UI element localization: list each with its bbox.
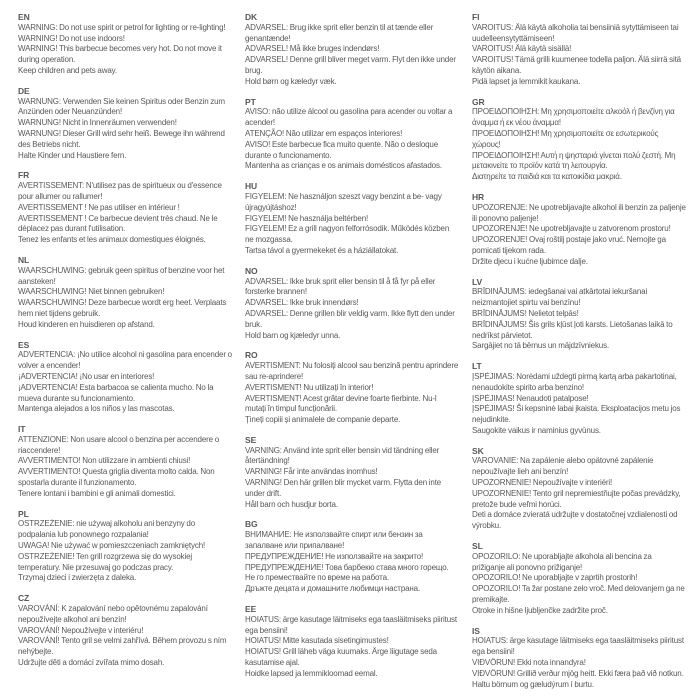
warning-line: Trzymaj dzieci i zwierzęta z daleka. <box>18 573 137 583</box>
warning-line: Deti a domáce zvieratá udržujte v dostatočnej vzdialenosti od výrobku. <box>472 510 678 531</box>
warning-line: FIGYELEM! Ne használja beltérben! <box>245 213 369 223</box>
warning-line: ĮSPĖJIMAS! Ši kepsninė labai įkaista. Eksploatacijos metu jos nejudinkite. <box>472 404 681 425</box>
warning-line: HOIATUS! Grill läheb väga kuumaks. Ärge liigutage seda kasutamise ajal. <box>245 647 437 668</box>
language-code-label: DE <box>18 85 30 96</box>
language-section-hu <box>245 181 459 257</box>
language-section-cz <box>18 593 232 669</box>
warning-line: AVISO: não utilize álcool ou gasolina para acender ou voltar a acender! <box>245 107 453 128</box>
warning-line: ADVARSEL! Denne grill bliver meget varm. Flyt den ikke under brug. <box>245 55 456 75</box>
warning-line: Haltu börnum og gæludýrum í burtu. <box>472 679 594 689</box>
warning-line: ADVARSEL! Må ikke bruges indendørs! <box>245 44 380 54</box>
warning-line: Udržujte děti a domácí zvířata mimo dosah. <box>18 658 165 668</box>
warning-line: AVERTISMENT: Nu folosiți alcool sau benzină pentru aprindere sau re-aprindere! <box>245 361 459 381</box>
language-code-label: FI <box>472 12 480 22</box>
warning-line: ПРЕДУПРЕЖДЕНИЕ! Това барбекю става много горещо. Не го премествайте по време на работа. <box>245 562 449 583</box>
warning-line: UPOZORENJE! Ovaj roštilj postaje jako vruć. Nemojte ga pomicati tijekom rada. <box>472 235 666 255</box>
language-section-es <box>18 340 232 416</box>
language-code-label: HU <box>245 181 258 192</box>
warning-line: OSTRZEŻENIE: nie używaj alkoholu ani benzyny do podpalania lub ponownego rozpalania! <box>18 519 196 540</box>
language-section-sk <box>472 446 686 532</box>
warning-line: ΠΡΟΕΙΔΟΠΟΙΗΣΗ! Μη χρησιμοποιείτε σε εσωτερικούς χώρους! <box>472 128 659 149</box>
warning-line: ΠΡΟΕΙΔΟΠΟΙΗΣΗ: Μη χρησιμοποιείτε αλκοόλ ή βενζίνη για άναμμα ή εκ νέου άναμμα! <box>472 107 675 128</box>
language-code-label: SK <box>472 445 484 456</box>
language-code-label: PL <box>18 508 29 519</box>
warning-line: Hoidke lapsed ja lemmikloomad eemal. <box>245 668 378 678</box>
language-section-no <box>245 266 459 342</box>
warning-line: Pidä lapset ja lemmikit kaukana. <box>472 76 581 86</box>
warning-line: UWAGA! Nie używać w pomieszczeniach zamkniętych! <box>18 541 206 551</box>
warning-line: ВНИМАНИЕ: Не използвайте спирт или бензин за запалване или припалване! <box>245 530 423 551</box>
warning-line: WAARSCHUWING! Niet binnen gebruiken! <box>18 287 165 297</box>
warning-line: HOIATUS! Mitte kasutada sisetingimustes! <box>245 636 389 646</box>
warning-line: BRĪDINĀJUMS: iedegšanai vai atkārtotai iekuršanai neizmantojiet spirtu vai benzīnu! <box>472 287 648 308</box>
warning-line: ĮSPĖJIMAS! Nenaudoti patalpose! <box>472 393 589 403</box>
language-code-label: CZ <box>18 593 30 604</box>
warning-line: Hold børn og kæledyr væk. <box>245 76 337 86</box>
warning-line: Дръжте децата и домашните любимци настрана. <box>245 584 421 594</box>
language-code-label: BG <box>245 519 258 530</box>
warning-line: Διατηρείτε τα παιδιά και τα κατοικίδια μακριά. <box>472 172 622 182</box>
warning-line: FIGYELEM! Ez a grill nagyon felforrósodik. Működés közben ne mozgassa. <box>245 224 450 245</box>
warning-line: Hold barn og kjæledyr unna. <box>245 330 341 340</box>
language-code-label: EE <box>245 604 257 615</box>
warning-line: OPOZORILO: Ne uporabljajte alkohola ali bencina za prižiganje ali ponovno prižiganje! <box>472 551 652 572</box>
warning-line: ¡ADVERTENCIA! ¡No usar en interiores! <box>18 371 155 381</box>
language-code-label: NL <box>18 254 30 265</box>
language-section-gr <box>472 97 686 183</box>
warning-line: AVERTISSEMENT ! Ce barbecue devient très chaud. Ne le déplacez pas durant l'utilisation. <box>18 213 218 234</box>
warning-line: ADVERTENCIA: ¡No utilice alcohol ni gasolina para encender o volver a encender! <box>18 350 232 371</box>
language-code-label: HR <box>472 191 485 202</box>
warning-line: WARNUNG! Dieser Grill wird sehr heiß. Bewege ihn während des Betriebs nicht. <box>18 128 225 149</box>
language-section-ee <box>245 604 459 680</box>
warning-line: Tartsa távol a gyermekeket és a háziállatokat. <box>245 245 399 255</box>
warning-line: WARNUNG! Nicht in Innenräumen verwenden! <box>18 118 177 128</box>
language-code-label: DK <box>245 12 258 22</box>
warning-line: ADVARSEL: Denne grillen blir veldig varm. Ikke flytt den under bruk. <box>245 308 455 329</box>
language-section-is <box>472 626 686 691</box>
language-section-dk <box>245 12 459 88</box>
warning-line: HOIATUS: ärge kasutage läitmiseks ega taasläitmiseks piiritust ega bensiini! <box>245 614 457 635</box>
language-code-label: NO <box>245 265 258 276</box>
warning-line: Halte Kinder und Haustiere fern. <box>18 150 127 160</box>
language-code-label: LT <box>472 361 482 372</box>
warning-line: ΠΡΟΕΙΔΟΠΟΙΗΣΗ! Αυτή η ψησταριά γίνεται πολύ ζεστή. Μη μετακινείτε το προϊόν κατά τη λειτουργία. <box>472 150 676 171</box>
warning-line: VAROVÁNÍ! Tento gril se velmi zahřívá. Během provozu s ním nehýbejte. <box>18 636 227 657</box>
warning-line: VARNING! Den här grillen blir mycket varm. Flytta den inte under drift. <box>245 478 442 498</box>
language-section-pt <box>245 97 459 173</box>
language-code-label: EN <box>18 12 30 22</box>
language-section-fr <box>18 170 232 246</box>
language-section-en <box>18 12 232 77</box>
warning-line: VAROVÁNÍ: K zapalování nebo opětovnému zapalování nepoužívejte alkohol ani benzín! <box>18 604 208 624</box>
warning-line: WARNUNG: Verwenden Sie keinen Spiritus oder Benzin zum Anzünden oder Neuanzünden! <box>18 96 225 117</box>
warning-line: ADVARSEL: Ikke bruk sprit eller bensin til å få fyr på eller forsterke brannen! <box>245 276 436 297</box>
language-section-se <box>245 435 459 511</box>
language-code-label: LV <box>472 276 483 287</box>
warning-line: VAROITUS: Älä käytä alkoholia tai bensiiniä sytyttämiseen tai uudelleensytyttämiseen! <box>472 22 679 43</box>
warning-line: VAROITUS! Älä käytä sisällä! <box>472 44 572 54</box>
warning-line: UPOZORENJE: Ne upotrebljavajte alkohol ili benzin za paljenje ili ponovno paljenje! <box>472 202 686 223</box>
warning-line: Držite djecu i kućne ljubimce dalje. <box>472 256 588 266</box>
warning-line: Tenere lontani i bambini e gli animali domestici. <box>18 488 176 498</box>
warning-line: BRĪDINĀJUMS! Nelietot telpās! <box>472 308 579 318</box>
warning-line: WAARSCHUWING! Deze barbecue wordt erg heet. Verplaats hem niet tijdens gebruik. <box>18 298 227 318</box>
warning-line: AVERTISSEMENT ! Ne pas utiliser en intérieur ! <box>18 202 180 212</box>
warning-line: Håll barn och husdjur borta. <box>245 499 338 509</box>
warning-line: Mantenga alejados a los niños y las mascotas. <box>18 404 175 414</box>
language-code-label: IS <box>472 625 480 636</box>
warning-line: Mantenha as crianças e os animais domésticos afastados. <box>245 161 442 171</box>
language-code-label: PT <box>245 96 256 107</box>
warning-line: WAARSCHUWING: gebruik geen spiritus of benzine voor het aansteken! <box>18 265 225 286</box>
warning-line: Houd kinderen en huisdieren op afstand. <box>18 319 155 329</box>
language-section-lv <box>472 277 686 353</box>
language-section-ro <box>245 350 459 426</box>
language-section-bg <box>245 519 459 595</box>
warning-line: Tenez les enfants et les animaux domestiques éloignés. <box>18 235 206 245</box>
language-section-de <box>18 86 232 162</box>
language-code-label: IT <box>18 424 26 435</box>
language-code-label: FR <box>18 170 30 181</box>
warning-line: AVERTISSEMENT: N'utilisez pas de spiritueux ou d'essence pour allumer ou rallumer! <box>18 181 222 201</box>
warning-line: OPOZORILO! Ta žar postane zelo vroč. Med delovanjem ga ne premikajte. <box>472 584 685 605</box>
warning-line: WARNING! Do not use indoors! <box>18 33 125 43</box>
language-code-label: GR <box>472 96 485 107</box>
warning-line: Otroke in hišne ljubljenčke zadržite proč. <box>472 605 608 615</box>
warning-line: AVVERTIMENTO! Questa griglia diventa molto calda. Non spostarla durante il funzionamento. <box>18 467 215 488</box>
language-code-label: SL <box>472 541 483 552</box>
warnings-column-3 <box>472 12 686 699</box>
language-code-label: RO <box>245 350 258 361</box>
language-code-label: ES <box>18 339 30 350</box>
warning-line: ¡ADVERTENCIA! Esta barbacoa se calienta mucho. No la mueva durante su funcionamiento. <box>18 382 214 403</box>
warning-line: VAROVANIE: Na zapálenie alebo opätovné zapálenie nepoužívajte lieh ani benzín! <box>472 456 654 477</box>
language-section-it <box>18 424 232 500</box>
warning-line: VAROVÁNÍ! Nepoužívejte v interiéru! <box>18 625 144 635</box>
warning-line: ĮSPĖJIMAS: Norėdami uždegti pirmą kartą arba pakartotinai, nenaudokite spirito arba benzino! <box>472 371 677 392</box>
warning-line: ADVARSEL: Brug ikke sprit eller benzin til at tænde eller genantænde! <box>245 22 434 43</box>
warning-line: Saugokite vaikus ir naminius gyvūnus. <box>472 425 601 435</box>
warnings-column-2 <box>245 12 459 689</box>
warning-line: VARNING! Får inte användas inomhus! <box>245 467 378 477</box>
warning-line: UPOZORNENIE! Nepoužívajte v interiéri! <box>472 478 613 488</box>
language-section-nl <box>18 255 232 331</box>
warning-line: AVERTISMENT! Acest grătar devine foarte fierbinte. Nu-l mutați în timpul funcționării. <box>245 393 437 414</box>
warning-line: AVVERTIMENTO! Non utilizzare in ambienti chiusi! <box>18 456 191 466</box>
warning-line: VAROITUS! Tämä grilli kuumenee todella paljon. Älä siirrä sitä käytön aikana. <box>472 55 681 75</box>
warning-line: Keep children and pets away. <box>18 65 117 75</box>
warning-line: VIÐVÖRUN! Grillið verður mjög heitt. Ekki færa það við notkun. <box>472 668 684 678</box>
language-section-pl <box>18 509 232 585</box>
language-section-sl <box>472 541 686 617</box>
warning-line: ПРЕДУПРЕЖДЕНИЕ! Не използвайте на закрито! <box>245 551 424 561</box>
warning-line: VIÐVÖRUN! Ekki nota innandyra! <box>472 658 586 668</box>
warning-line: UPOZORENJE! Ne upotrebljavajte u zatvorenom prostoru! <box>472 224 671 234</box>
warning-line: AVERTISMENT! Nu utilizați în interior! <box>245 382 374 392</box>
warning-line: WARNING! This barbecue becomes very hot. Do not move it during operation. <box>18 44 222 65</box>
language-code-label: SE <box>245 434 257 445</box>
warning-line: OPOZORILO! Ne uporabljajte v zaprtih prostorih! <box>472 573 638 583</box>
warning-line: Sargājiet no tā bērnus un mājdzīvniekus. <box>472 341 610 351</box>
warning-line: Țineți copiii și animalele de companie departe. <box>245 415 401 425</box>
language-section-fi <box>472 12 686 88</box>
warning-line: BRĪDINĀJUMS! Šis grils kļūst ļoti karsts. Lietošanas laikā to nedrīkst pārvietot. <box>472 319 673 340</box>
warning-line: ADVARSEL: Ikke bruk innendørs! <box>245 298 359 308</box>
language-section-lt <box>472 361 686 437</box>
warning-line: ATENÇÃO! Não utilizar em espaços interiores! <box>245 128 403 138</box>
warning-line: OSTRZEŻENIE! Ten grill rozgrzewa się do wysokiej temperatury. Nie przesuwaj go podczas pracy. <box>18 551 193 572</box>
warning-line: WARNING: Do not use spirit or petrol for lighting or re-lighting! <box>18 22 226 32</box>
warning-line: UPOZORNENIE! Tento gril nepremiestňujte počas prevádzky, pretože bude veľmi horúci. <box>472 488 681 509</box>
language-section-hr <box>472 192 686 268</box>
warning-line: AVISO! Este barbecue fica muito quente. Não o desloque durante o funcionamento. <box>245 139 439 160</box>
warnings-column-1 <box>18 12 232 678</box>
warning-line: HOIATUS: ärge kasutage läitmiseks ega taasläitmiseks piiritust ega bensiini! <box>472 636 684 657</box>
warning-line: ATTENZIONE: Non usare alcool o benzina per accendere o riaccendere! <box>18 434 220 455</box>
warning-line: VARNING: Använd inte sprit eller bensin vid tändning eller återtändning! <box>245 445 440 466</box>
warning-line: FIGYELEM: Ne használjon szeszt vagy benzint a be- vagy újragyújtáshoz! <box>245 191 442 212</box>
